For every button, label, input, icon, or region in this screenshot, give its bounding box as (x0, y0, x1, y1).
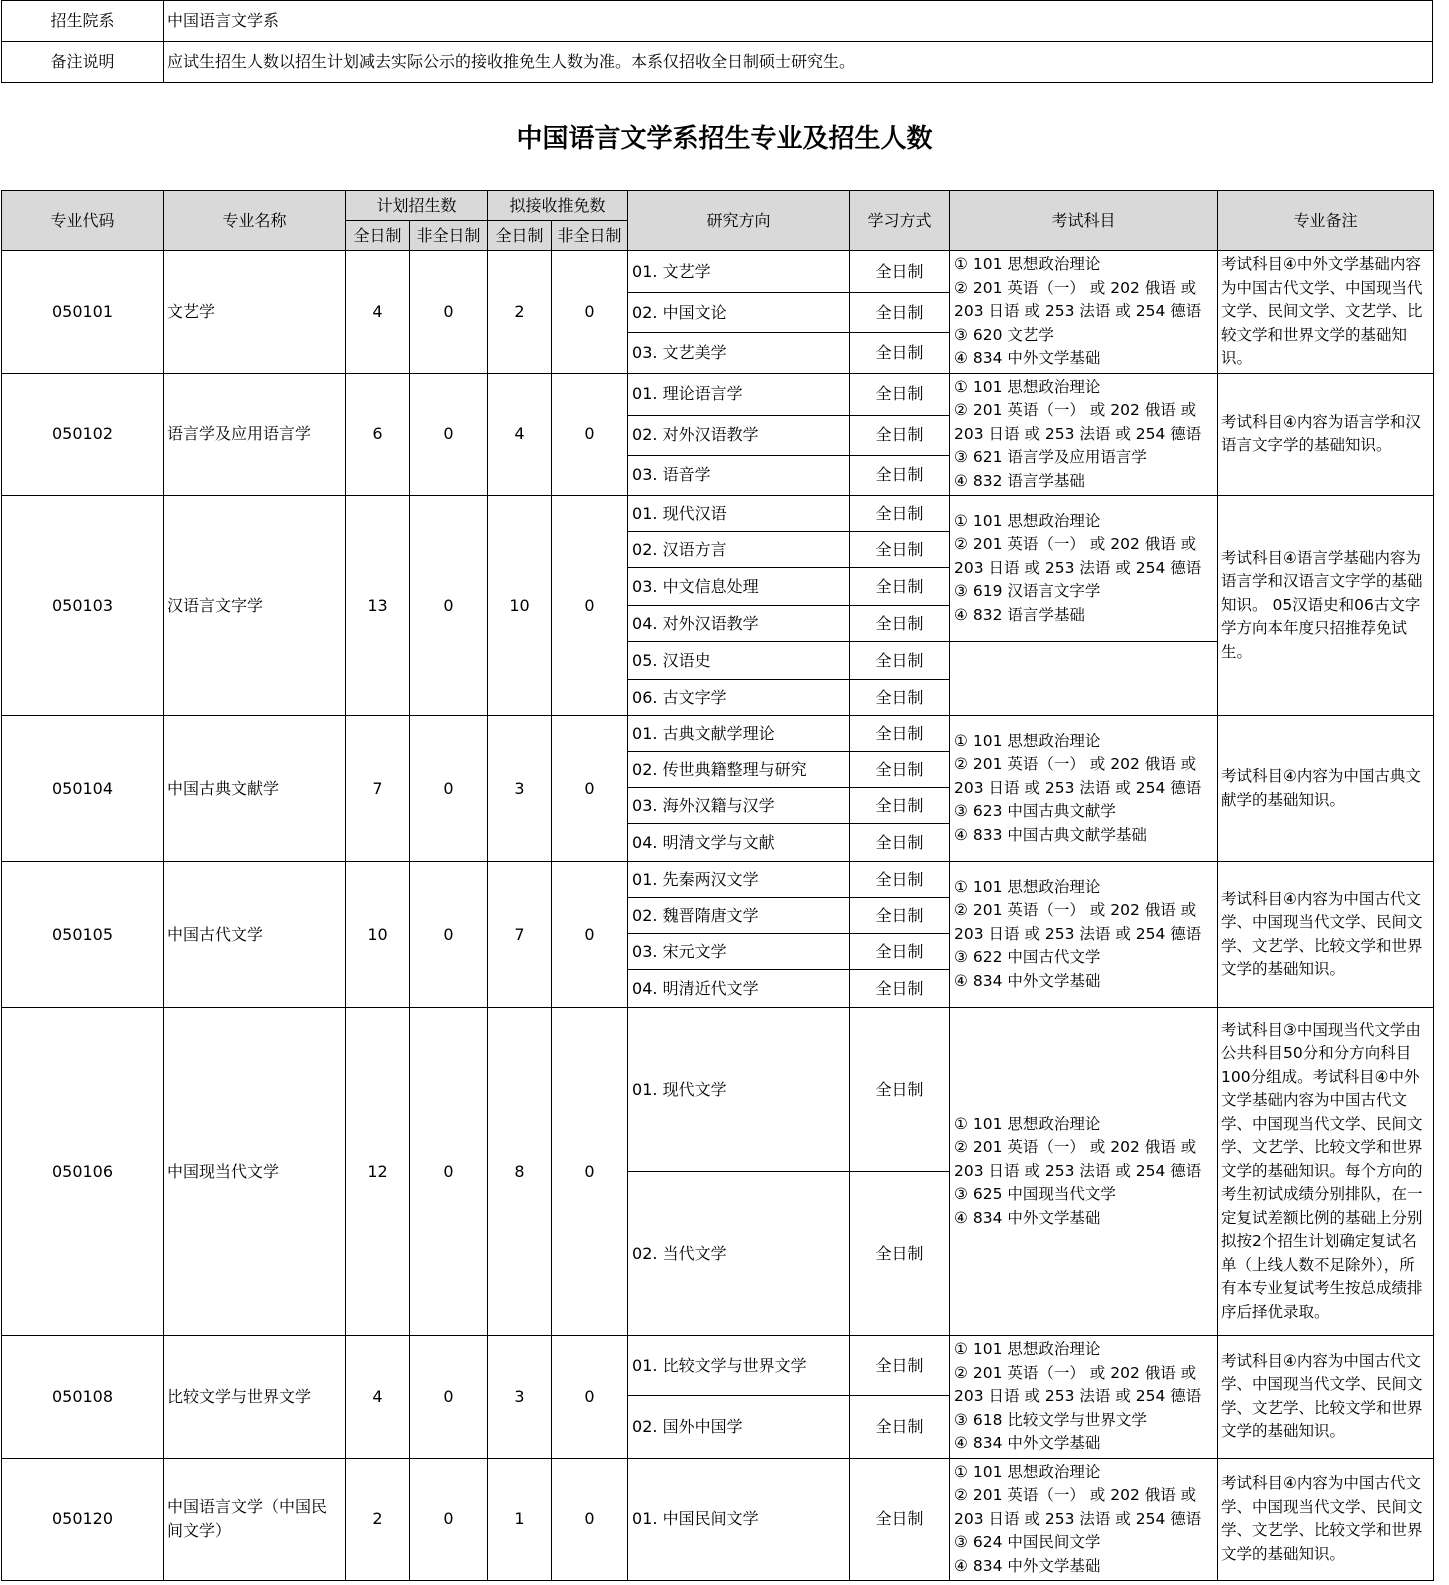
major-name: 中国古典文献学 (164, 716, 346, 862)
exam-subject-line: 203 日语 或 253 法语 或 254 德语 (954, 1161, 1202, 1180)
study-mode: 全日制 (850, 898, 950, 934)
major-note: 考试科目④内容为中国古代文学、中国现当代文学、民间文学、文艺学、比较文学和世界文学的基础知识。 (1218, 862, 1434, 1008)
study-mode: 全日制 (850, 1008, 950, 1172)
major-code: 050102 (2, 373, 164, 496)
study-mode: 全日制 (850, 824, 950, 862)
exempt-part-count: 0 (552, 716, 628, 862)
exam-subjects (950, 373, 1218, 496)
exempt-part-count: 0 (552, 496, 628, 716)
exam-subject-line: ② 201 英语（一） 或 202 俄语 或 (954, 535, 1197, 554)
direction-name: 03. 海外汉籍与汉学 (628, 788, 850, 824)
direction-name: 02. 传世典籍整理与研究 (628, 752, 850, 788)
study-mode: 全日制 (850, 642, 950, 680)
plan-full-count: 7 (346, 716, 410, 862)
study-mode: 全日制 (850, 532, 950, 568)
exam-subject-line: ③ 623 中国古典文献学 (954, 802, 1116, 821)
study-mode: 全日制 (850, 251, 950, 293)
exam-subject-line: ④ 834 中外文学基础 (954, 1556, 1101, 1575)
department-row (2, 1, 1433, 42)
study-mode: 全日制 (850, 716, 950, 752)
header-name: 专业名称 (164, 191, 346, 251)
exam-subject-line: ③ 618 比较文学与世界文学 (954, 1410, 1147, 1429)
plan-part-count: 0 (410, 1458, 488, 1581)
direction-name: 04. 明清文学与文献 (628, 824, 850, 862)
direction-name: 03. 中文信息处理 (628, 568, 850, 606)
table-row (2, 251, 1434, 293)
exam-subject-line: ② 201 英语（一） 或 202 俄语 或 (954, 755, 1197, 774)
direction-name: 06. 古文字学 (628, 680, 850, 716)
major-name: 文艺学 (164, 251, 346, 374)
header-note: 专业备注 (1218, 191, 1434, 251)
direction-name: 02. 魏晋隋唐文学 (628, 898, 850, 934)
major-note: 考试科目④内容为中国古代文学、中国现当代文学、民间文学、文艺学、比较文学和世界文学的基础知识。 (1218, 1336, 1434, 1459)
exempt-full-count: 2 (488, 251, 552, 374)
plan-part-count: 0 (410, 496, 488, 716)
direction-name: 03. 文艺美学 (628, 333, 850, 373)
exam-subject-line: ① 101 思想政治理论 (954, 1462, 1101, 1481)
exam-subject-line: ① 101 思想政治理论 (954, 377, 1101, 396)
table-row (2, 1008, 1434, 1172)
table-body (2, 251, 1434, 1581)
plan-full-count: 6 (346, 373, 410, 496)
direction-name: 04. 对外汉语教学 (628, 606, 850, 642)
direction-name: 02. 中国文论 (628, 293, 850, 333)
study-mode: 全日制 (850, 788, 950, 824)
exam-subject-line: ③ 620 文艺学 (954, 325, 1054, 344)
study-mode: 全日制 (850, 1458, 950, 1581)
direction-name: 01. 中国民间文学 (628, 1458, 850, 1581)
plan-full-count: 10 (346, 862, 410, 1008)
header-plan-full: 全日制 (346, 221, 410, 251)
header-exam: 考试科目 (950, 191, 1218, 251)
table-row (2, 862, 1434, 898)
exam-subjects (950, 1458, 1218, 1581)
exam-subject-line: ④ 834 中外文学基础 (954, 1434, 1101, 1452)
exam-subjects (950, 251, 1218, 374)
direction-name: 02. 对外汉语教学 (628, 415, 850, 455)
exempt-part-count: 0 (552, 1336, 628, 1459)
exam-subject-line: ① 101 思想政治理论 (954, 731, 1101, 750)
exam-subject-line: 203 日语 或 253 法语 或 254 德语 (954, 302, 1202, 320)
direction-name: 02. 当代文学 (628, 1172, 850, 1336)
direction-name: 02. 汉语方言 (628, 532, 850, 568)
exempt-full-count: 4 (488, 373, 552, 496)
exempt-part-count: 0 (552, 251, 628, 374)
exam-subject-line: ④ 832 语言学基础 (954, 471, 1085, 490)
study-mode: 全日制 (850, 970, 950, 1008)
plan-full-count: 13 (346, 496, 410, 716)
major-note: 考试科目④内容为语言学和汉语言文字学的基础知识。 (1218, 373, 1434, 496)
study-mode: 全日制 (850, 1336, 950, 1396)
plan-part-count: 0 (410, 373, 488, 496)
exam-subject-line: ④ 833 中国古典文献学基础 (954, 825, 1147, 844)
exam-subject-line: 203 日语 或 253 法语 或 254 德语 (954, 558, 1202, 577)
direction-name: 01. 现代文学 (628, 1008, 850, 1172)
study-mode: 全日制 (850, 1396, 950, 1458)
major-note: 考试科目④内容为中国古代文学、中国现当代文学、民间文学、文艺学、比较文学和世界文学的基础知识。 (1218, 1458, 1434, 1581)
exam-subject-line: ② 201 英语（一） 或 202 俄语 或 (954, 278, 1197, 297)
exam-subjects (950, 1336, 1218, 1459)
exempt-part-count: 0 (552, 1458, 628, 1581)
exempt-part-count: 0 (552, 862, 628, 1008)
study-mode: 全日制 (850, 293, 950, 333)
study-mode: 全日制 (850, 415, 950, 455)
major-code: 050120 (2, 1458, 164, 1581)
major-name: 中国古代文学 (164, 862, 346, 1008)
header-mode: 学习方式 (850, 191, 950, 251)
exempt-part-count: 0 (552, 1008, 628, 1336)
exam-subject-line: ② 201 英语（一） 或 202 俄语 或 (954, 901, 1197, 920)
exam-subject-line: 203 日语 或 253 法语 或 254 德语 (954, 924, 1202, 943)
exam-subject-line: ④ 834 中外文学基础 (954, 1208, 1101, 1227)
study-mode: 全日制 (850, 373, 950, 415)
study-mode: 全日制 (850, 752, 950, 788)
direction-name: 01. 古典文献学理论 (628, 716, 850, 752)
exam-subject-line: ④ 834 中外文学基础 (954, 349, 1101, 367)
header-plan: 计划招生数 (346, 191, 488, 221)
exam-subjects-empty (950, 642, 1218, 716)
remark-row (2, 42, 1433, 83)
exam-subject-line: 203 日语 或 253 法语 或 254 德语 (954, 1387, 1202, 1405)
plan-part-count: 0 (410, 1008, 488, 1336)
exempt-full-count: 3 (488, 716, 552, 862)
header-code: 专业代码 (2, 191, 164, 251)
study-mode: 全日制 (850, 455, 950, 495)
remark-value: 应试生招生人数以招生计划减去实际公示的接收推免生人数为准。本系仅招收全日制硕士研究生。 (164, 42, 1433, 83)
exam-subject-line: ② 201 英语（一） 或 202 俄语 或 (954, 1138, 1197, 1157)
remark-label: 备注说明 (2, 42, 164, 83)
exam-subject-line: ③ 622 中国古代文学 (954, 948, 1101, 967)
major-note: 考试科目④语言学基础内容为语言学和汉语言文字学的基础知识。 05汉语史和06古文字学方向本年度只招推荐免试生。 (1218, 496, 1434, 716)
header-plan-part: 非全日制 (410, 221, 488, 251)
exam-subject-line: ① 101 思想政治理论 (954, 877, 1101, 896)
header-direction: 研究方向 (628, 191, 850, 251)
direction-name: 03. 语音学 (628, 455, 850, 495)
exam-subject-line: ① 101 思想政治理论 (954, 1114, 1101, 1133)
exam-subjects (950, 716, 1218, 862)
major-code: 050101 (2, 251, 164, 374)
table-row (2, 1336, 1434, 1396)
table-header (2, 191, 1434, 251)
major-name: 汉语言文字学 (164, 496, 346, 716)
plan-full-count: 4 (346, 251, 410, 374)
department-label: 招生院系 (2, 1, 164, 42)
major-code: 050108 (2, 1336, 164, 1459)
exam-subjects (950, 1008, 1218, 1336)
major-name: 中国语言文学（中国民间文学） (164, 1458, 346, 1581)
exam-subjects (950, 496, 1218, 642)
study-mode: 全日制 (850, 496, 950, 532)
header-exempt-part: 非全日制 (552, 221, 628, 251)
study-mode: 全日制 (850, 680, 950, 716)
exam-subject-line: ④ 832 语言学基础 (954, 605, 1085, 624)
exam-subject-line: ② 201 英语（一） 或 202 俄语 或 (954, 401, 1197, 419)
plan-part-count: 0 (410, 1336, 488, 1459)
study-mode: 全日制 (850, 606, 950, 642)
study-mode: 全日制 (850, 862, 950, 898)
exam-subject-line: ③ 624 中国民间文学 (954, 1533, 1101, 1551)
direction-name: 03. 宋元文学 (628, 934, 850, 970)
direction-name: 04. 明清近代文学 (628, 970, 850, 1008)
header-exempt-full: 全日制 (488, 221, 552, 251)
major-name: 语言学及应用语言学 (164, 373, 346, 496)
major-note: 考试科目④内容为中国古典文献学的基础知识。 (1218, 716, 1434, 862)
exam-subject-line: 203 日语 或 253 法语 或 254 德语 (954, 424, 1202, 443)
exam-subject-line: ① 101 思想政治理论 (954, 255, 1101, 273)
department-info-table (1, 0, 1433, 83)
plan-full-count: 2 (346, 1458, 410, 1581)
plan-full-count: 4 (346, 1336, 410, 1459)
plan-part-count: 0 (410, 716, 488, 862)
major-code: 050104 (2, 716, 164, 862)
study-mode: 全日制 (850, 568, 950, 606)
exempt-full-count: 8 (488, 1008, 552, 1336)
direction-name: 01. 理论语言学 (628, 373, 850, 415)
exempt-part-count: 0 (552, 373, 628, 496)
exam-subject-line: ① 101 思想政治理论 (954, 511, 1101, 530)
major-code: 050105 (2, 862, 164, 1008)
table-row (2, 496, 1434, 532)
major-note: 考试科目④中外文学基础内容为中国古代文学、中国现当代文学、民间文学、文艺学、比较文学和世界文学的基础知识。 (1218, 251, 1434, 374)
exempt-full-count: 3 (488, 1336, 552, 1459)
direction-name: 05. 汉语史 (628, 642, 850, 680)
department-value: 中国语言文学系 (164, 1, 1433, 42)
page-title: 中国语言文学系招生专业及招生人数 (516, 124, 933, 154)
major-name: 中国现当代文学 (164, 1008, 346, 1336)
exam-subjects (950, 862, 1218, 1008)
exam-subject-line: ② 201 英语（一） 或 202 俄语 或 (954, 1363, 1197, 1382)
table-row (2, 1458, 1434, 1581)
direction-name: 01. 比较文学与世界文学 (628, 1336, 850, 1396)
plan-part-count: 0 (410, 251, 488, 374)
major-note: 考试科目③中国现当代文学由公共科目50分和分方向科目100分组成。考试科目④中外文学基础内容为中国古代文学、中国现当代文学、民间文学、文艺学、比较文学和世界文学的基础知识。每个方向的考生初试成绩分别排队，在一定复试差额比例的基础上分别拟按2个招生计划确定复试名单（上线人数不足除外），所有本专业复试考生按总成绩排序后择优录取。 (1218, 1008, 1434, 1336)
exam-subject-line: ① 101 思想政治理论 (954, 1340, 1101, 1358)
exam-subject-line: ③ 619 汉语言文字学 (954, 582, 1101, 601)
direction-name: 01. 文艺学 (628, 251, 850, 293)
exam-subject-line: 203 日语 或 253 法语 或 254 德语 (954, 1509, 1202, 1528)
exam-subject-line: 203 日语 或 253 法语 或 254 德语 (954, 778, 1202, 797)
study-mode: 全日制 (850, 934, 950, 970)
exam-subject-line: ③ 621 语言学及应用语言学 (954, 448, 1147, 466)
major-name: 比较文学与世界文学 (164, 1336, 346, 1459)
direction-name: 01. 先秦两汉文学 (628, 862, 850, 898)
header-exempt: 拟接收推免数 (488, 191, 628, 221)
exam-subject-line: ② 201 英语（一） 或 202 俄语 或 (954, 1486, 1197, 1504)
exempt-full-count: 7 (488, 862, 552, 1008)
exam-subject-line: ④ 834 中外文学基础 (954, 971, 1101, 990)
plan-part-count: 0 (410, 862, 488, 1008)
direction-name: 02. 国外中国学 (628, 1396, 850, 1458)
major-code: 050106 (2, 1008, 164, 1336)
plan-full-count: 12 (346, 1008, 410, 1336)
study-mode: 全日制 (850, 1172, 950, 1336)
exempt-full-count: 10 (488, 496, 552, 716)
exam-subject-line: ③ 625 中国现当代文学 (954, 1185, 1116, 1204)
study-mode: 全日制 (850, 333, 950, 373)
exempt-full-count: 1 (488, 1458, 552, 1581)
major-code: 050103 (2, 496, 164, 716)
admission-table (1, 190, 1434, 1581)
table-row (2, 373, 1434, 415)
direction-name: 01. 现代汉语 (628, 496, 850, 532)
table-row (2, 716, 1434, 752)
